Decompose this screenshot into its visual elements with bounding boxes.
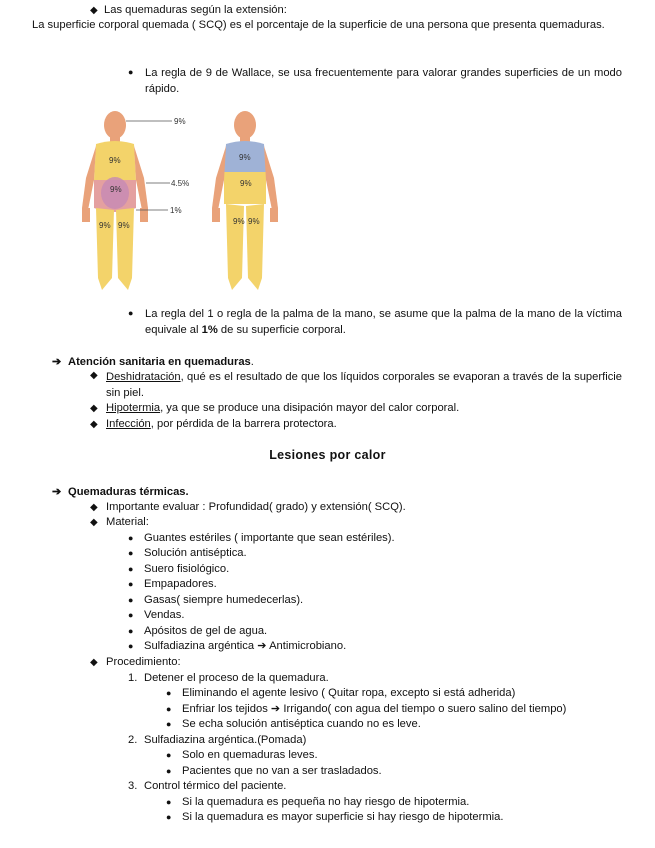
sub-item: ● Si la quemadura es pequeña no hay riesgo de hipotermia. [166,796,470,808]
dot-bullet-icon: ● [128,595,134,605]
figure-label: 9% [248,217,260,226]
sub-item: ● Solo en quemaduras leves. [166,749,318,761]
front-body-figure [82,111,148,290]
figure-label: 9% [240,179,252,188]
palm-rule-item: ● La regla del 1 o regla de la palma de la mano, se asume que la palma de la mano de la víctima equivale al 1% de su superficie corporal. [128,308,622,336]
figure-label: 9% [233,217,245,226]
dot-bullet-icon: ● [166,750,172,760]
sub-item: ● Eliminando el agente lesivo ( Quitar ropa, excepto si está adherida) [166,687,516,699]
callout-label: 1% [170,206,182,215]
deshidratacion-item: ◆ Deshidratación, qué es el resultado de que los líquidos corporales se evaporan a través de la superficie sin piel. [90,370,622,399]
dot-bullet-icon: ● [166,704,172,714]
sub-item: ● Enfriar los tejidos ➔ Irrigando( con agua del tiempo o suero salino del tiempo) [166,703,567,715]
atencion-title: ➔ Atención sanitaria en quemaduras. [52,356,254,368]
material-item: ● Suero fisiológico. [128,563,230,575]
procedimiento-label: ◆ Procedimiento: [90,656,181,668]
figure-label: 9% [118,221,130,230]
infeccion-item: ◆ Infección, por pérdida de la barrera protectora. [90,418,337,430]
dot-bullet-icon: ● [166,812,172,822]
dot-bullet-icon: ● [128,610,134,620]
diamond-bullet-icon: ◆ [90,5,98,16]
dot-bullet-icon: ● [128,641,134,651]
dot-bullet-icon: ● [128,533,134,543]
dot-bullet-icon: ● [128,579,134,589]
arrow-icon: ➔ [270,703,281,715]
dot-bullet-icon: ● [128,564,134,574]
material-label: ◆ Material: [90,516,149,528]
dot-bullet-icon: ● [128,308,134,318]
sub-item: ● Se echa solución antiséptica cuando no es leve. [166,718,421,730]
sub-item: ● Pacientes que no van a ser trasladados. [166,765,382,777]
material-item: ● Apósitos de gel de agua. [128,625,268,637]
material-item: ● Sulfadiazina argéntica ➔ Antimicrobiano. [128,640,347,652]
dot-bullet-icon: ● [128,548,134,558]
quemaduras-termicas-title: ➔ Quemaduras térmicas. [52,486,189,498]
material-item: ● Gasas( siempre humedecerlas). [128,594,304,606]
figure-label: 9% [109,156,121,165]
extension-title: ◆ Las quemaduras según la extensión: [90,4,287,16]
arrow-bullet-icon: ➔ [52,356,62,368]
scq-paragraph: La superficie corporal quemada ( SCQ) es el porcentaje de la superficie de una persona que presenta quemaduras. [32,19,605,31]
callout-label: 9% [174,117,186,126]
material-item: ● Vendas. [128,609,185,621]
dot-bullet-icon: ● [128,626,134,636]
diamond-bullet-icon: ◆ [90,657,98,668]
figure-label: 9% [110,185,122,194]
evaluar-item: ◆ Importante evaluar : Profundidad( grado) y extensión( SCQ). [90,501,406,513]
figure-label: 9% [239,153,251,162]
dot-bullet-icon: ● [166,766,172,776]
diamond-bullet-icon: ◆ [90,370,98,381]
step-item: 1. Detener el proceso de la quemadura. [128,672,329,684]
diamond-bullet-icon: ◆ [90,403,98,414]
material-item: ● Guantes estériles ( importante que sean estériles). [128,532,395,544]
dot-bullet-icon: ● [166,688,172,698]
hipotermia-item: ◆ Hipotermia, ya que se produce una disipación mayor del calor corporal. [90,402,460,414]
rule-of-nines-figure [70,108,290,298]
material-item: ● Solución antiséptica. [128,547,247,559]
diamond-bullet-icon: ◆ [90,517,98,528]
step-item: 2. Sulfadiazina argéntica.(Pomada) [128,734,307,746]
arrow-icon: ➔ [257,640,267,652]
material-item: ● Empapadores. [128,578,217,590]
figure-label: 9% [99,221,111,230]
dot-bullet-icon: ● [128,67,134,77]
lesiones-heading: Lesiones por calor [269,448,386,462]
diamond-bullet-icon: ◆ [90,419,98,430]
step-item: 3. Control térmico del paciente. [128,780,287,792]
diamond-bullet-icon: ◆ [90,502,98,513]
dot-bullet-icon: ● [166,719,172,729]
back-body-figure [212,111,278,290]
sub-item: ● Si la quemadura es mayor superficie si hay riesgo de hipotermia. [166,811,504,823]
dot-bullet-icon: ● [166,797,172,807]
arrow-bullet-icon: ➔ [52,486,62,498]
callout-label: 4.5% [171,179,190,188]
wallace-item: ● La regla de 9 de Wallace, se usa frecuentemente para valorar grandes superficies de un modo rápido. [128,67,622,95]
